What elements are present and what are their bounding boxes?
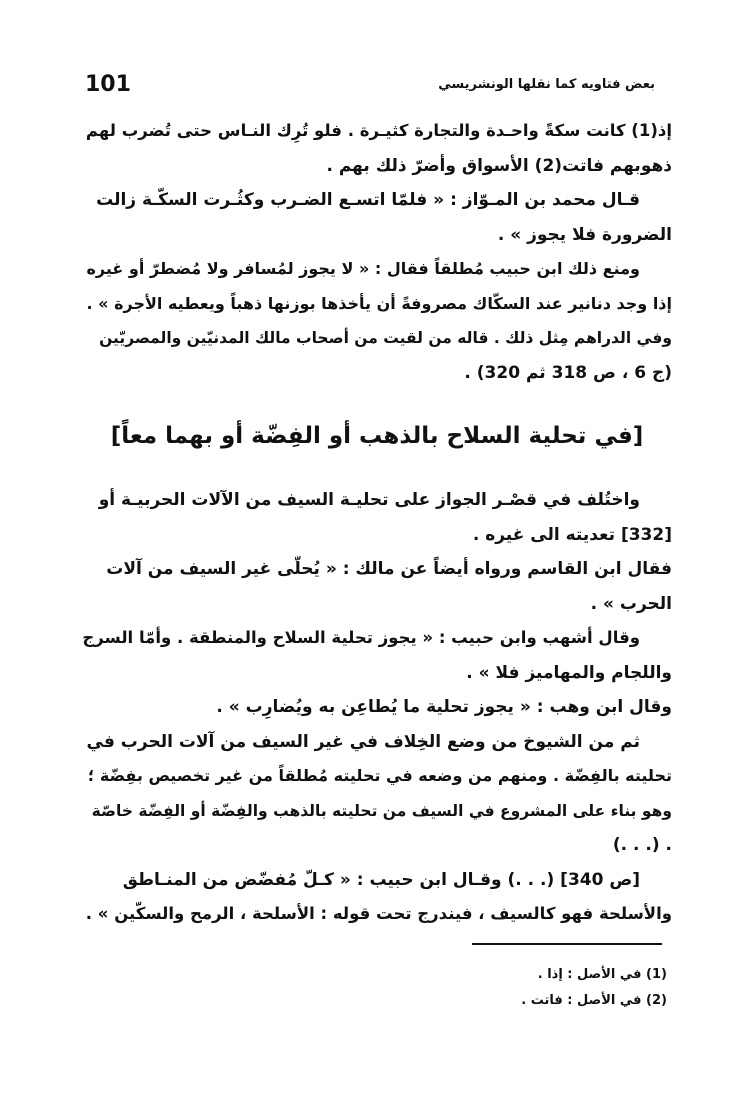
text-line: ومنع ذلك ابن حبيب مُطلقاً فقال : « لا يجوز لمُسافر ولا مُضطرّ أو غيره <box>86 259 640 278</box>
text-line: ذهوبهم فاتت(2) الأسواق وأضرّ ذلك بهم . <box>326 155 672 176</box>
page-number: 101 <box>85 72 131 97</box>
text-line: الحرب » . <box>590 593 672 614</box>
text-line: وفي الدراهم مِثل ذلك . قاله من لقيت من أصحاب مالك المدنيّين والمصريّين <box>99 329 672 347</box>
text-line: قـال محمد بن المـوّاز : « فلمّا اتسـع الضـرب وكثُـرت السكّـة زالت <box>96 190 640 210</box>
text-line: وهو بناء على المشروع في السيف من تحليته بالذهب والفِضّة أو الفِضّة خاصّة <box>91 801 672 820</box>
text-line: [ص 340] (. . .) وقـال ابن حبيب : « كـلّ مُفضّض من المنـاطق <box>122 869 640 890</box>
text-line: تحليته بالفِضّة . ومنهم من وضعه في تحليته مُطلقاً من غير تخصيص بفِضّة ؛ <box>87 766 672 785</box>
text-line: [332] تعديته الى غيره . <box>472 524 672 545</box>
footnote-2: (2) في الأصل : فاتت . <box>521 993 667 1008</box>
text-line: (ج 6 ، ص 318 ثم 320) . <box>464 362 672 383</box>
text-line: إذا وجد دنانير عند السكّاك مصروفةً أن يأخذها بوزنها ذهباً ويعطيه الأجرة » . <box>86 293 672 313</box>
text-line: والأسلحة فهو كالسيف ، فيندرج تحت قوله : الأسلحة ، الرمح والسكّين » . <box>85 904 672 923</box>
paragraph-block-2 <box>82 483 672 932</box>
footnotes <box>82 962 667 1014</box>
section-heading: [في تحلية السلاح بالذهب أو الفِضّة أو بهما معاً] <box>110 423 644 449</box>
text-line: . (. . .) <box>612 835 672 855</box>
text-line: ثم من الشيوخ من وضع الخِلاف في غير السيف من آلات الحرب في <box>86 731 640 752</box>
footnote-divider <box>472 943 662 945</box>
text-line: فقال ابن القاسم ورواه أيضاً عن مالك : « يُحلّى غير السيف من آلات <box>106 559 672 579</box>
running-title: بعض فتاويه كما نقلها الونشريسي <box>438 77 655 92</box>
text-line: واختُلف في قصْـر الجواز على تحليـة السيف من الآلات الحربيـة أو <box>98 490 640 510</box>
text-line: واللجام والمهاميز فلا » . <box>466 662 672 683</box>
text-line: الضرورة فلا يجوز » . <box>497 224 672 245</box>
text-line: وقال ابن وهب : « يجوز تحلية ما يُطاعِن به ويُضارِب » . <box>216 697 672 717</box>
text-line: إذ(1) كانت سكةً واحـدة والتجارة كثيـرة . فلو تُرِك النـاس حتى تُضرب لهم <box>85 121 672 140</box>
footnote-1: (1) في الأصل : إذا . <box>537 967 667 982</box>
paragraph-block-1 <box>82 114 672 390</box>
text-line: وقال أشهب وابن حبيب : « يجوز تحلية السلاح والمنطقة . وأمّا السرج <box>82 628 640 647</box>
running-header <box>85 70 655 100</box>
